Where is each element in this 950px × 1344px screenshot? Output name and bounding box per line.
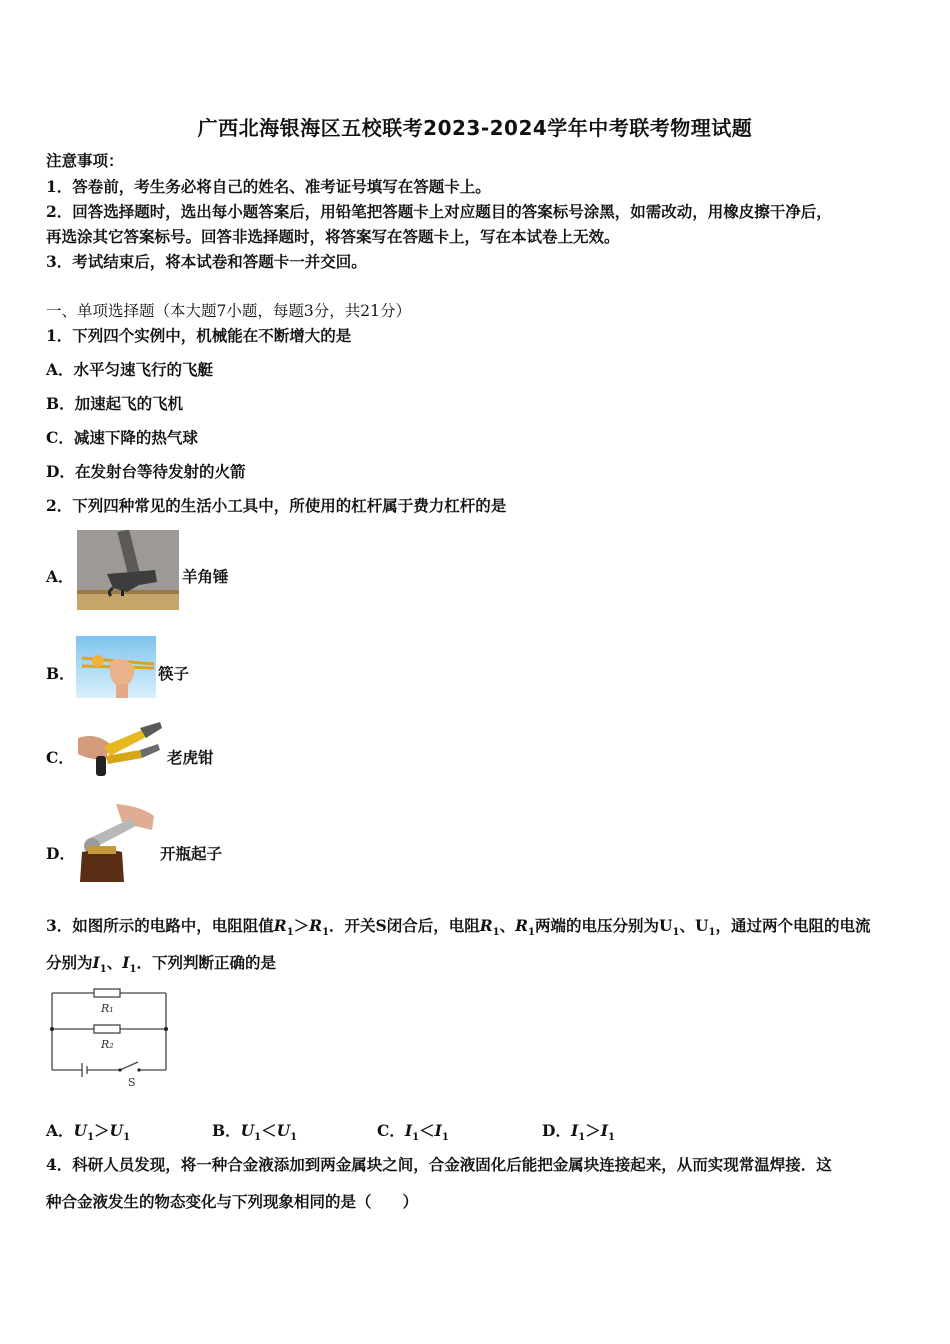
question-4-line-1: 4．科研人员发现，将一种合金液添加到两金属块之间，合金液固化后能把金属块连接起来，从而实现常温焊接．这: [46, 1155, 832, 1174]
q3-opt-d-i2: I: [600, 1121, 608, 1140]
q3-text-b: ．开关S闭合后，电阻: [329, 916, 480, 935]
q3-opt-a-s1: 1: [87, 1132, 95, 1144]
question-3-option-c: [377, 1121, 449, 1148]
q3-i-a: I: [92, 953, 100, 972]
q3-sub-f: 1: [708, 927, 716, 939]
q3-opt-d-i1: I: [570, 1121, 579, 1140]
q3-opt-a-u2: U: [109, 1121, 124, 1140]
question-2-option-c-letter: C．: [46, 748, 74, 767]
q3-opt-b-s1: 1: [254, 1132, 262, 1144]
q3-sub-d: 1: [528, 927, 535, 939]
notice-item-2-cont: 再选涂其它答案标号。回答非选择题时，将答案写在答题卡上，写在本试卷上无效。: [46, 227, 620, 246]
notice-item-2: 2．回答选择题时，选出每小题答案后，用铅笔把答题卡上对应题目的答案标号涂黑，如需改动，用橡皮擦干净后，: [46, 202, 832, 221]
q3-text-c: 、: [499, 916, 516, 935]
circuit-label-r1: R₁: [101, 1002, 114, 1015]
q3-i-b: I: [122, 953, 130, 972]
q3-opt-a-s2: 1: [123, 1132, 131, 1144]
notice-heading: 注意事项：: [46, 151, 124, 170]
question-2-option-d-label: 开瓶起子: [160, 844, 223, 863]
question-2-option-d-letter: D．: [46, 844, 75, 863]
q3-opt-d-s2: 1: [607, 1132, 615, 1144]
pliers-image: [76, 720, 164, 784]
section-heading: 一、单项选择题（本大题7小题，每题3分，共21分）: [46, 302, 411, 320]
q3-opt-c-i1: I: [404, 1121, 413, 1140]
q3-text-a: 3．如图所示的电路中，电阻阻值: [46, 916, 274, 935]
q3-opt-d-letter: D．: [542, 1121, 571, 1140]
notice-item-3: 3．考试结束后，将本试卷和答题卡一并交回。: [46, 252, 367, 271]
page-title: 广西北海银海区五校联考2023-2024学年中考联考物理试题: [197, 116, 753, 140]
question-1-option-c: C．减速下降的热气球: [46, 428, 198, 447]
question-2-stem: 2．下列四种常见的生活小工具中，所使用的杠杆属于费力杠杆的是: [46, 496, 507, 515]
q3-sub-e: 1: [672, 927, 680, 939]
question-3-option-b: [212, 1121, 297, 1148]
q3-opt-c-op: ＜: [419, 1121, 435, 1140]
q3-opt-c-s1: 1: [412, 1132, 420, 1144]
q3-gt: ＞: [293, 916, 310, 935]
q3-opt-a-u1: U: [73, 1121, 88, 1140]
q3-opt-c-i2: I: [434, 1121, 442, 1140]
question-2-option-b-letter: B．: [46, 664, 75, 683]
q3-opt-b-u2: U: [276, 1121, 291, 1140]
question-2-option-a-letter: A．: [46, 567, 74, 586]
claw-hammer-image: [77, 530, 179, 610]
q3-opt-c-letter: C．: [377, 1121, 405, 1140]
question-2-option-a-label: 羊角锤: [182, 567, 229, 586]
q3-sub-g: 1: [99, 964, 107, 976]
q3-r-c: R: [479, 916, 493, 935]
question-3-line-2: [46, 953, 276, 980]
circuit-label-switch: S: [128, 1076, 136, 1089]
q3-text-g: 分别为: [46, 953, 93, 972]
q3-opt-a-letter: A．: [46, 1121, 74, 1140]
question-4-line-2: 种合金液发生的物态变化与下列现象相同的是（ ）: [46, 1192, 419, 1211]
q3-opt-a-op: ＞: [94, 1121, 110, 1140]
q3-sub-a: 1: [286, 927, 294, 939]
q3-sub-c: 1: [492, 927, 500, 939]
q3-opt-b-u1: U: [240, 1121, 255, 1140]
q3-text-d: 两端的电压分别为U: [534, 916, 673, 935]
chopsticks-image: [76, 636, 156, 698]
q3-text-i: ．下列判断正确的是: [136, 953, 277, 972]
question-2-option-b-label: 筷子: [158, 664, 190, 683]
question-1-stem: 1．下列四个实例中，机械能在不断增大的是: [46, 326, 352, 345]
q3-opt-b-letter: B．: [212, 1121, 241, 1140]
q3-text-h: 、: [106, 953, 123, 972]
q3-opt-d-op: ＞: [585, 1121, 601, 1140]
notice-item-1: 1．答卷前，考生务必将自己的姓名、准考证号填写在答题卡上。: [46, 177, 491, 196]
q3-opt-d-s1: 1: [578, 1132, 586, 1144]
q3-text-e: 、U: [679, 916, 709, 935]
q3-r-a: R: [273, 916, 287, 935]
circuit-diagram: [44, 986, 174, 1090]
question-1-option-a: A．水平匀速飞行的飞艇: [46, 360, 214, 379]
q3-sub-b: 1: [322, 927, 330, 939]
q3-r-b: R: [309, 916, 323, 935]
question-3-line-1: [46, 916, 870, 943]
question-3-option-a: [46, 1121, 130, 1148]
q3-opt-b-s2: 1: [290, 1132, 298, 1144]
question-3-option-d: [542, 1121, 615, 1148]
q3-opt-c-s2: 1: [441, 1132, 449, 1144]
question-1-option-d: D．在发射台等待发射的火箭: [46, 462, 246, 481]
q3-text-f: ，通过两个电阻的电流: [715, 916, 871, 935]
circuit-label-r2: R₂: [101, 1038, 114, 1051]
question-1-option-b: B．加速起飞的飞机: [46, 394, 184, 413]
q3-opt-b-op: ＜: [261, 1121, 277, 1140]
question-2-option-c-label: 老虎钳: [167, 748, 214, 767]
bottle-opener-image: [76, 804, 158, 882]
q3-sub-h: 1: [129, 964, 137, 976]
q3-r-d: R: [515, 916, 528, 935]
